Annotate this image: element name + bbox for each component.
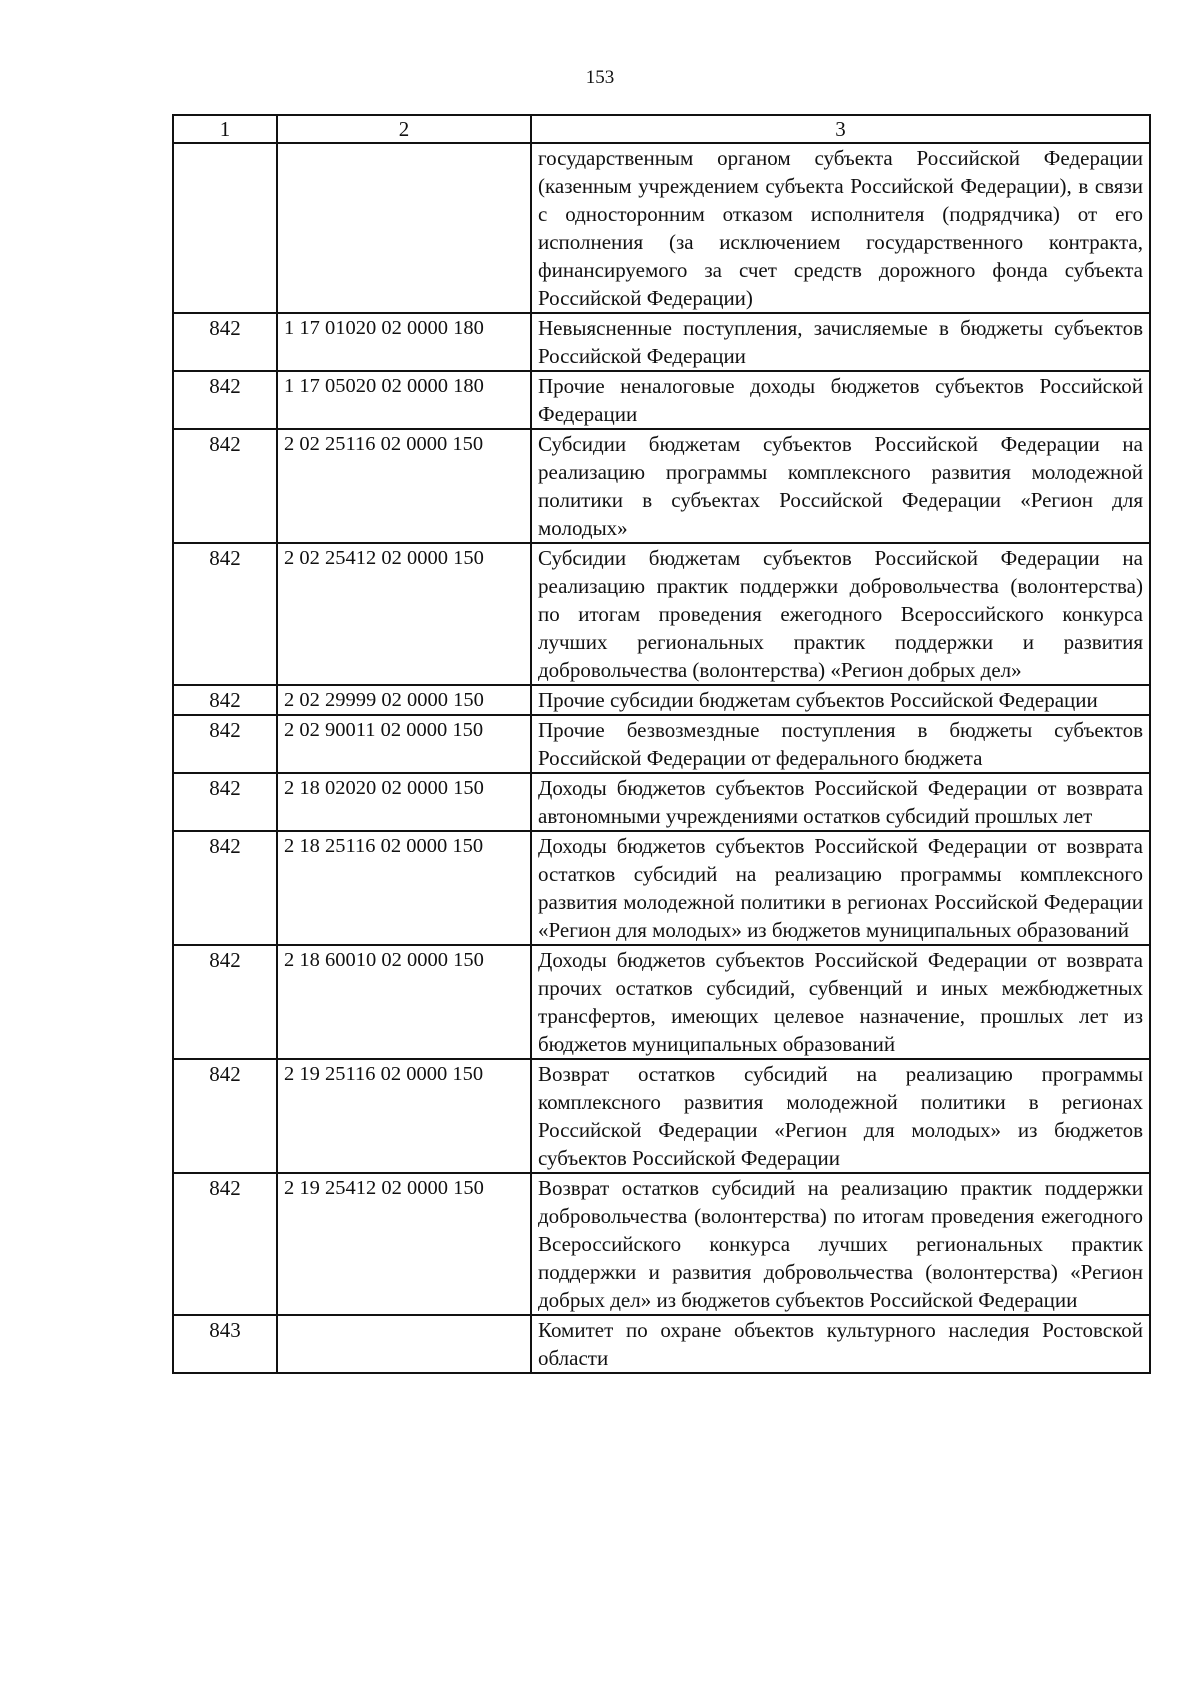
budget-code-cell: 2 18 25116 02 0000 150 <box>277 831 531 945</box>
description-cell: Доходы бюджетов субъектов Российской Федерации от возврата прочих остатков субсидий, субвенций и иных межбюджетных трансфертов, имеющих целевое назначение, прошлых лет из бюджетов муниципальных образований <box>531 945 1150 1059</box>
admin-code-cell: 842 <box>173 429 277 543</box>
table-row <box>173 715 1150 773</box>
admin-code-cell: 842 <box>173 945 277 1059</box>
description-cell: Субсидии бюджетам субъектов Российской Федерации на реализацию практик поддержки добровольчества (волонтерства) по итогам проведения ежегодного Всероссийского конкурса лучших региональных практик поддержки и развития добровольчества (волонтерства) «Регион добрых дел» <box>531 543 1150 685</box>
table-row <box>173 1315 1150 1373</box>
budget-code-cell: 2 02 25412 02 0000 150 <box>277 543 531 685</box>
admin-code-cell <box>173 143 277 313</box>
table-row <box>173 429 1150 543</box>
description-cell: Невыясненные поступления, зачисляемые в бюджеты субъектов Российской Федерации <box>531 313 1150 371</box>
column-header-admin: 1 <box>173 115 277 143</box>
table-row <box>173 543 1150 685</box>
description-cell: Возврат остатков субсидий на реализацию программы комплексного развития молодежной политики в регионах Российской Федерации «Регион для молодых» из бюджетов субъектов Российской Федерации <box>531 1059 1150 1173</box>
page-number: 153 <box>585 67 615 88</box>
table-row <box>173 313 1150 371</box>
admin-code-cell: 842 <box>173 1059 277 1173</box>
table-body <box>173 143 1150 1373</box>
table-row <box>173 371 1150 429</box>
column-header-code: 2 <box>277 115 531 143</box>
budget-code-cell: 2 02 25116 02 0000 150 <box>277 429 531 543</box>
budget-code-cell: 1 17 05020 02 0000 180 <box>277 371 531 429</box>
description-cell: Возврат остатков субсидий на реализацию практик поддержки добровольчества (волонтерства) по итогам проведения ежегодного Всероссийского конкурса лучших региональных практик поддержки и развития добровольчества (волонтерства) «Регион добрых дел» из бюджетов субъектов Российской Федерации <box>531 1173 1150 1315</box>
budget-code-cell: 2 02 90011 02 0000 150 <box>277 715 531 773</box>
budget-code-cell: 2 18 60010 02 0000 150 <box>277 945 531 1059</box>
budget-codes-table <box>172 114 1151 1374</box>
admin-code-cell: 843 <box>173 1315 277 1373</box>
budget-code-cell: 2 18 02020 02 0000 150 <box>277 773 531 831</box>
description-cell: Субсидии бюджетам субъектов Российской Федерации на реализацию программы комплексного развития молодежной политики в субъектах Российской Федерации «Регион для молодых» <box>531 429 1150 543</box>
budget-code-cell <box>277 1315 531 1373</box>
table-row <box>173 1173 1150 1315</box>
description-cell: Доходы бюджетов субъектов Российской Федерации от возврата автономными учреждениями остатков субсидий прошлых лет <box>531 773 1150 831</box>
budget-code-cell: 1 17 01020 02 0000 180 <box>277 313 531 371</box>
table-header-row <box>173 115 1150 143</box>
description-cell: Комитет по охране объектов культурного наследия Ростовской области <box>531 1315 1150 1373</box>
table-row <box>173 945 1150 1059</box>
table-row <box>173 143 1150 313</box>
description-cell: Прочие субсидии бюджетам субъектов Российской Федерации <box>531 685 1150 715</box>
budget-code-cell: 2 19 25116 02 0000 150 <box>277 1059 531 1173</box>
admin-code-cell: 842 <box>173 685 277 715</box>
admin-code-cell: 842 <box>173 773 277 831</box>
table-row <box>173 1059 1150 1173</box>
budget-code-cell <box>277 143 531 313</box>
table-row <box>173 831 1150 945</box>
description-cell: Прочие безвозмездные поступления в бюджеты субъектов Российской Федерации от федерального бюджета <box>531 715 1150 773</box>
description-cell: Прочие неналоговые доходы бюджетов субъектов Российской Федерации <box>531 371 1150 429</box>
admin-code-cell: 842 <box>173 313 277 371</box>
budget-code-cell: 2 02 29999 02 0000 150 <box>277 685 531 715</box>
table-row <box>173 773 1150 831</box>
description-cell: Доходы бюджетов субъектов Российской Федерации от возврата остатков субсидий на реализацию программы комплексного развития молодежной политики в регионах Российской Федерации «Регион для молодых» из бюджетов муниципальных образований <box>531 831 1150 945</box>
description-cell: государственным органом субъекта Российской Федерации (казенным учреждением субъекта Российской Федерации), в связи с односторонним отказом исполнителя (подрядчика) от его исполнения (за исключением государственного контракта, финансируемого за счет средств дорожного фонда субъекта Российской Федерации) <box>531 143 1150 313</box>
column-header-description: 3 <box>531 115 1150 143</box>
budget-code-cell: 2 19 25412 02 0000 150 <box>277 1173 531 1315</box>
admin-code-cell: 842 <box>173 371 277 429</box>
admin-code-cell: 842 <box>173 715 277 773</box>
admin-code-cell: 842 <box>173 1173 277 1315</box>
table-row <box>173 685 1150 715</box>
admin-code-cell: 842 <box>173 831 277 945</box>
admin-code-cell: 842 <box>173 543 277 685</box>
